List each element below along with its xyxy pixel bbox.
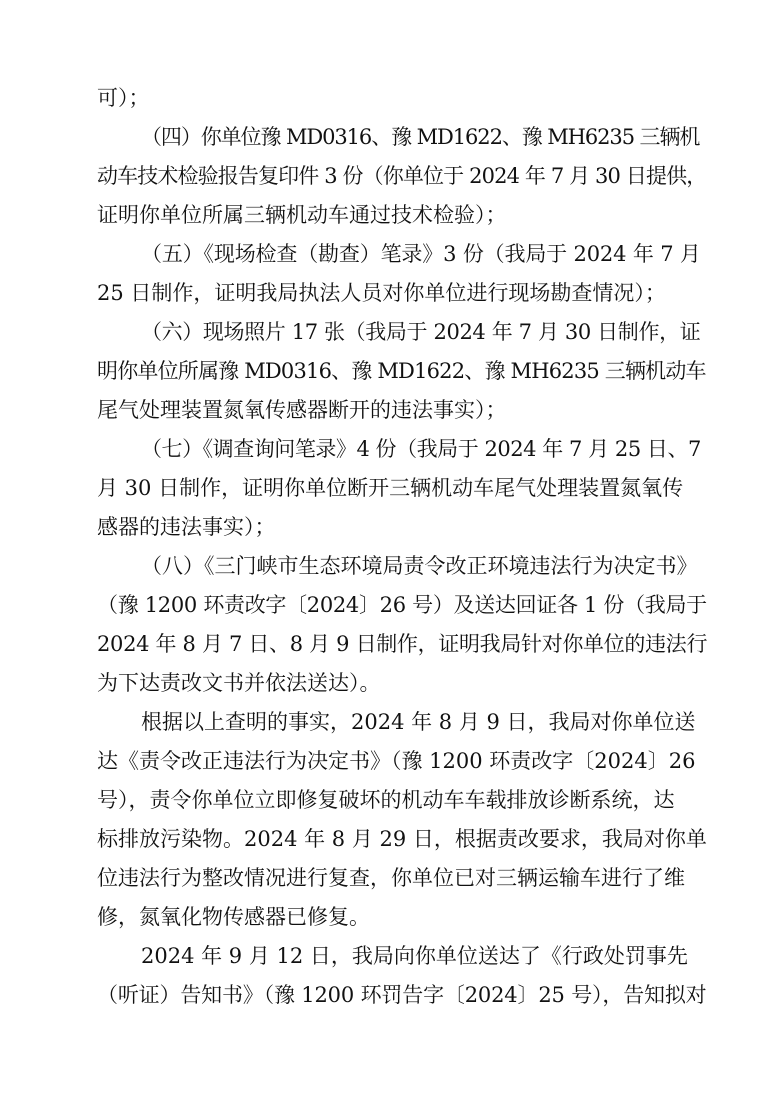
- text-line: （四）你单位豫 MD0316、豫 MD1622、豫 MH6235 三辆机: [141, 125, 700, 149]
- text-line: 2024 年 8 月 7 日、8 月 9 日制作，证明我局针对你单位的违法行: [97, 632, 707, 656]
- text-line: 动车技术检验报告复印件 3 份（你单位于 2024 年 7 月 30 日提供，: [97, 164, 707, 188]
- text-line: 位违法行为整改情况进行复查，你单位已对三辆运输车进行了维: [97, 866, 685, 890]
- text-line: 根据以上查明的事实，2024 年 8 月 9 日，我局对你单位送: [141, 710, 696, 734]
- text-line: （听证）告知书》（豫 1200 环罚告字〔2024〕25 号），告知拟对: [97, 983, 707, 1007]
- text-line: 修，氮氧化物传感器已修复。: [97, 905, 370, 929]
- text-line: 标排放污染物。2024 年 8 月 29 日，根据责改要求，我局对你单: [97, 827, 707, 851]
- text-line: （豫 1200 环责改字〔2024〕26 号）及送达回证各 1 份（我局于: [97, 593, 707, 617]
- text-line: 月 30 日制作，证明你单位断开三辆机动车尾气处理装置氮氧传: [97, 476, 684, 500]
- text-line: （八）《三门峡市生态环境局责令改正环境违法行为决定书》: [141, 554, 698, 578]
- text-line: 为下达责改文书并依法送达）。: [97, 671, 381, 695]
- text-line: 感器的违法事实）；: [97, 515, 276, 539]
- text-line: 证明你单位所属三辆机动车通过技术检验）；: [97, 203, 507, 227]
- text-line: （五）《现场检查（勘查）笔录》3 份（我局于 2024 年 7 月: [141, 242, 701, 266]
- text-line: （六）现场照片 17 张（我局于 2024 年 7 月 30 日制作，证: [141, 320, 701, 344]
- text-line: 达《责令改正违法行为决定书》（豫 1200 环责改字〔2024〕26: [97, 749, 696, 773]
- text-line: 2024 年 9 月 12 日，我局向你单位送达了《行政处罚事先: [141, 944, 688, 968]
- text-line: 尾气处理装置氮氧传感器断开的违法事实）；: [97, 398, 507, 422]
- text-line: 号），责令你单位立即修复破坏的机动车车载排放诊断系统，达: [97, 788, 675, 812]
- text-line: 可）；: [97, 86, 150, 110]
- text-line: 明你单位所属豫 MD0316、豫 MD1622、豫 MH6235 三辆机动车: [97, 359, 706, 383]
- text-line: （七）《调查询问笔录》4 份（我局于 2024 年 7 月 25 日、7: [141, 437, 701, 461]
- text-line: 25 日制作，证明我局执法人员对你单位进行现场勘查情况）；: [97, 281, 666, 305]
